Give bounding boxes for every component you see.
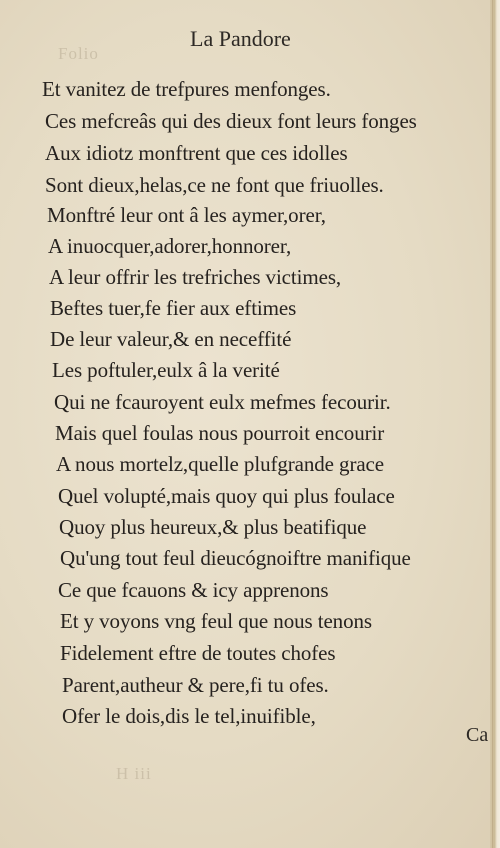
- verse-line: Et y voyons vng feul que nous tenons: [60, 609, 372, 633]
- verse-line: Monftré leur ont â les aymer,orer,: [47, 203, 326, 227]
- verse-line: A inuocquer,adorer,honnorer,: [48, 234, 292, 258]
- verse-line: Mais quel foulas nous pourroit encourir: [55, 421, 385, 445]
- verse-line: Beftes tuer,fe fier aux eftimes: [50, 296, 297, 320]
- verse-line: Quoy plus heureux,& plus beatifique: [59, 515, 367, 539]
- verse-line: Ce que fcauons & icy apprenons: [58, 578, 329, 602]
- verse-line: A nous mortelz,quelle plufgrande grace: [56, 452, 384, 476]
- show-through-foot: H iii: [116, 764, 152, 783]
- verse-line: Parent,autheur & pere,fi tu ofes.: [62, 673, 329, 697]
- verse-line: Qui ne fcauroyent eulx mefmes fecourir.: [54, 390, 391, 414]
- verse-line: De leur valeur,& en neceffité: [50, 327, 292, 351]
- page-edge-line: [492, 0, 493, 848]
- show-through-head: Folio: [58, 44, 99, 63]
- verse-line: Qu'ung tout feul dieucógnoiftre manifique: [60, 546, 411, 570]
- running-head: La Pandore: [190, 26, 291, 51]
- verse-line: Ces mefcreâs qui des dieux font leurs fonges: [45, 109, 417, 133]
- verse-line: Aux idiotz monftrent que ces idolles: [45, 141, 348, 165]
- verse-line: Ofer le dois,dis le tel,inuifible,: [62, 704, 316, 728]
- catchword: Ca: [466, 724, 489, 746]
- verse-line: Et vanitez de trefpures menfonges.: [42, 77, 331, 101]
- verse-line: Sont dieux,helas,ce ne font que friuolles.: [45, 173, 384, 197]
- verse-line: Quel volupté,mais quoy qui plus foulace: [58, 484, 395, 508]
- verse-line: Les poftuler,eulx â la verité: [52, 358, 280, 382]
- verse-line: A leur offrir les trefriches victimes,: [49, 265, 342, 289]
- verse-line: Fidelement eftre de toutes chofes: [60, 641, 336, 665]
